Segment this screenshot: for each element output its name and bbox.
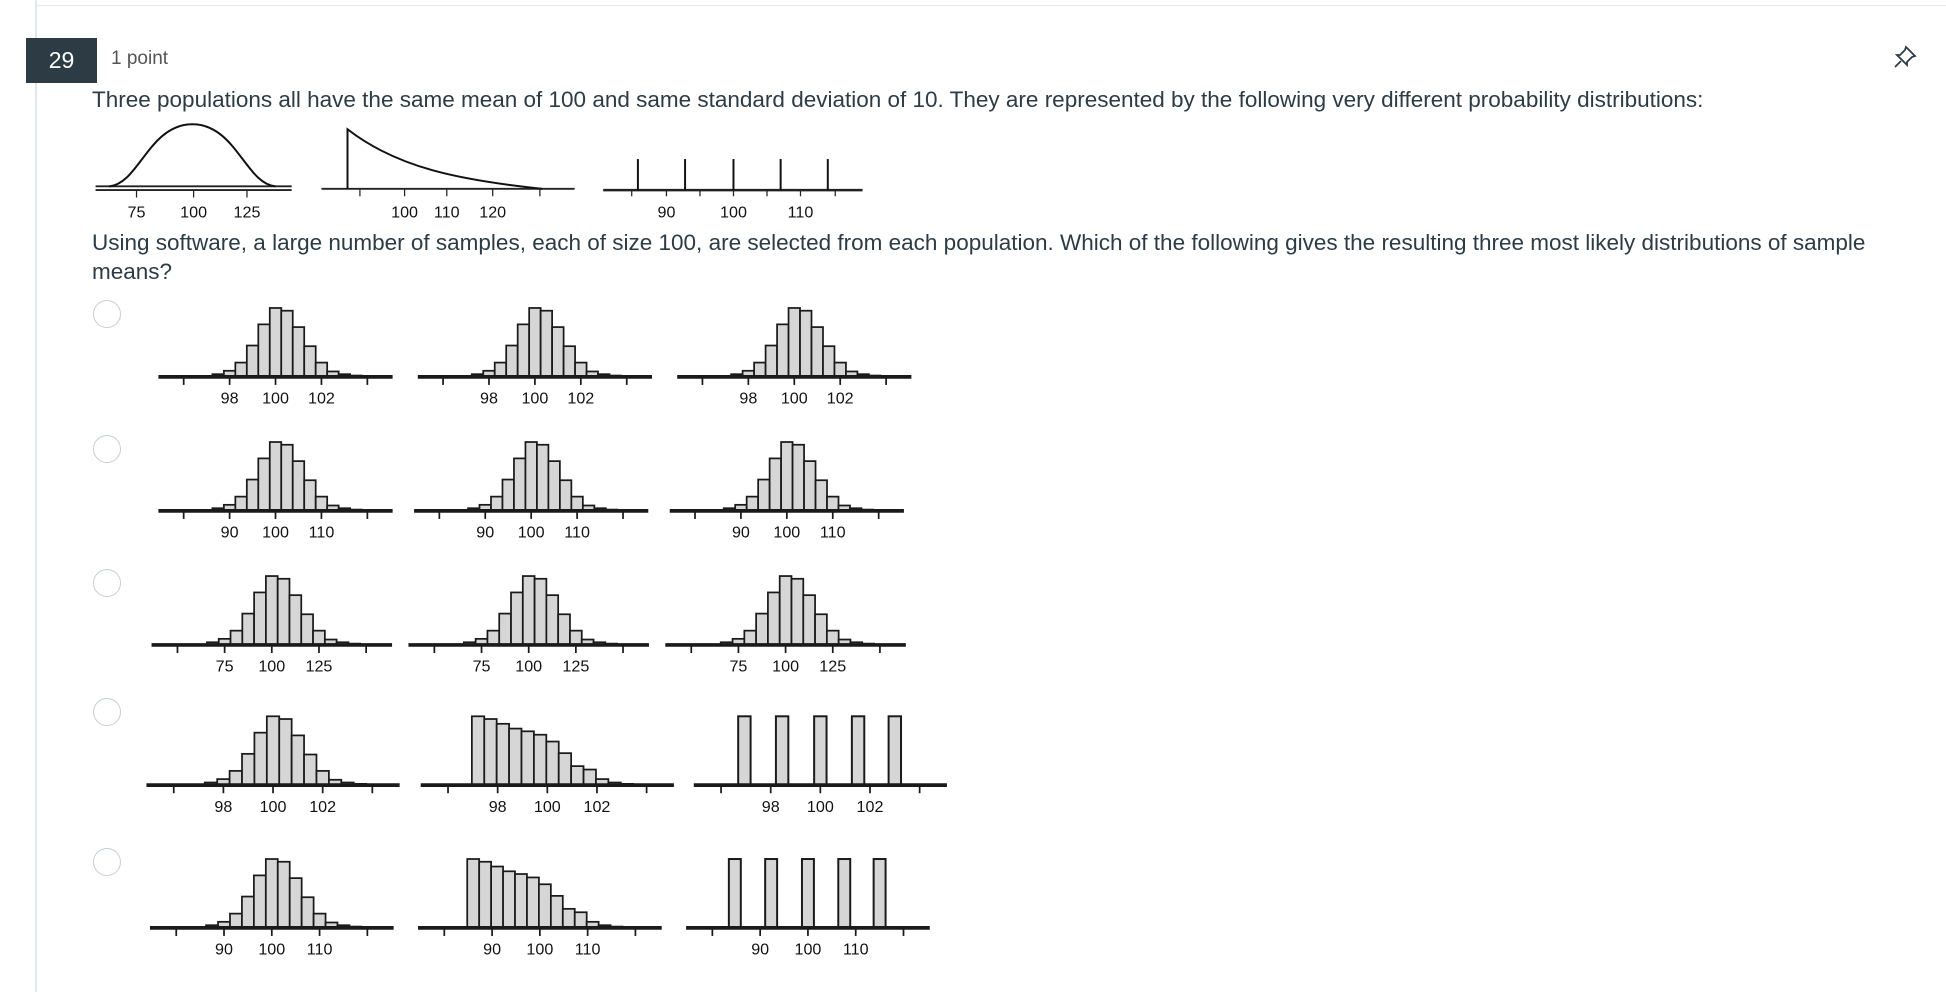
histogram-bar: [889, 716, 901, 784]
histogram-bar: [484, 719, 496, 785]
histogram-bar: [768, 592, 780, 644]
tick-label: 100: [259, 797, 287, 816]
tick-label: 100: [794, 940, 822, 959]
histogram-bar: [765, 859, 777, 927]
histogram-bar: [518, 324, 529, 376]
question-points: 1 point: [111, 48, 169, 69]
histogram-bar: [758, 480, 769, 511]
histogram-bar: [304, 480, 315, 510]
histogram-option-b-1: [158, 442, 392, 542]
tick-label: 125: [562, 657, 590, 676]
histogram-bar: [541, 311, 552, 377]
tick-label: 75: [127, 203, 146, 222]
tick-label: 90: [215, 940, 233, 959]
tick-label: 125: [305, 657, 333, 676]
tick-label: 98: [488, 797, 507, 816]
tick-label: 110: [574, 940, 601, 959]
histogram-bar: [278, 862, 290, 928]
tick-label: 98: [761, 797, 780, 816]
tick-label: 75: [729, 657, 748, 676]
histogram-option-c-1: [152, 576, 393, 676]
histogram-bar: [242, 754, 254, 785]
tick-label: 102: [583, 797, 611, 816]
tick-label: 90: [220, 523, 239, 542]
histogram-bar: [770, 458, 781, 510]
histogram-bar: [800, 311, 811, 377]
question-text-prompt: Using software, a large number of samples, each of size 100, are selected from each population. Which of the following gives the resulting three most likely distributions of sample means?: [92, 230, 1866, 284]
histogram-bar: [230, 771, 242, 785]
histogram-bar: [780, 576, 792, 644]
histogram-bar: [523, 576, 535, 644]
tick-label: 100: [258, 940, 286, 959]
histogram-bar: [570, 631, 582, 645]
histogram-bar: [293, 327, 304, 376]
skewed-curve: [348, 129, 543, 189]
question-number-badge: 29: [26, 38, 97, 83]
histogram-bar: [270, 308, 281, 376]
tick-label: 102: [307, 389, 335, 408]
histogram-option-a-2: [418, 308, 652, 408]
histogram-bar: [278, 579, 290, 645]
tick-label: 98: [739, 389, 758, 408]
histogram-bar: [754, 363, 765, 377]
histogram-bar: [802, 859, 814, 927]
histogram-bar: [777, 324, 788, 376]
tick-label: 98: [220, 389, 239, 408]
histogram-bar: [514, 458, 525, 510]
histogram-bar: [313, 631, 325, 645]
histogram-bar: [803, 595, 815, 644]
histogram-bar: [292, 735, 304, 784]
tick-label: 75: [472, 657, 491, 676]
tick-label: 100: [262, 389, 289, 408]
histogram-bar: [852, 716, 864, 784]
histogram-bar: [316, 771, 328, 785]
histogram-bar: [766, 346, 777, 377]
histogram-bar: [254, 592, 266, 644]
histogram-bar: [812, 327, 823, 376]
tick-label: 110: [433, 203, 460, 222]
tick-label: 110: [306, 940, 333, 959]
histogram-bar: [281, 445, 292, 511]
histogram-bar: [235, 363, 246, 377]
histogram-bar: [316, 363, 327, 377]
tick-label: 110: [787, 203, 814, 222]
histogram-option-e-3: [686, 859, 930, 959]
tick-label: 120: [479, 203, 507, 222]
histogram-option-d-1: [146, 716, 399, 816]
tick-label: 102: [826, 389, 854, 408]
histogram-bar: [258, 458, 269, 510]
histogram-bar: [304, 346, 315, 376]
histogram-option-a-3: [677, 308, 911, 408]
tick-label: 100: [720, 203, 747, 222]
histogram-option-b-2: [414, 442, 648, 542]
histogram-bar: [539, 884, 551, 927]
tick-label: 90: [731, 523, 750, 542]
histogram-bar: [793, 445, 804, 511]
histogram-bar: [548, 461, 559, 510]
histogram-bar: [515, 874, 527, 927]
histogram-bar: [509, 729, 521, 785]
histogram-bar: [789, 308, 800, 376]
histogram-bar: [827, 497, 838, 511]
histogram-bar: [563, 909, 575, 927]
histogram-bar: [491, 867, 503, 928]
histogram-bar: [293, 461, 304, 510]
histogram-bar: [804, 461, 815, 510]
histogram-bar: [527, 877, 539, 927]
histogram-bar: [254, 875, 266, 927]
histogram-bar: [791, 579, 803, 645]
tick-label: 90: [751, 940, 770, 959]
tick-label: 100: [533, 797, 561, 816]
histogram-bar: [511, 592, 523, 644]
tick-label: 100: [515, 657, 543, 676]
histogram-bar: [289, 595, 301, 644]
histogram-bar: [535, 579, 547, 645]
histogram-option-b-3: [670, 442, 904, 542]
histogram-bar: [230, 914, 242, 928]
tick-label: 110: [842, 940, 869, 959]
histogram-bar: [738, 716, 750, 784]
histogram-bar: [827, 631, 839, 645]
histogram-bar: [571, 497, 582, 511]
tick-label: 100: [391, 203, 419, 222]
histogram-bar: [472, 716, 484, 784]
histogram-option-e-2: [418, 859, 662, 959]
histogram-bar: [816, 480, 827, 510]
histogram-bar: [874, 859, 886, 927]
histogram-bar: [815, 614, 827, 644]
histogram-bar: [781, 442, 792, 510]
histogram-bar: [503, 871, 515, 927]
histogram-option-d-3: [694, 716, 947, 816]
tick-label: 102: [309, 797, 337, 816]
histogram-option-c-3: [665, 576, 906, 676]
histogram-bar: [254, 733, 266, 785]
histogram-bar: [258, 324, 269, 376]
population-normal: [96, 124, 292, 221]
tick-label: 110: [819, 523, 846, 542]
histogram-bar: [301, 614, 313, 644]
tick-label: 100: [780, 389, 808, 408]
tick-label: 75: [215, 657, 234, 676]
tick-label: 110: [564, 523, 590, 542]
histogram-option-c-2: [408, 576, 649, 676]
histogram-bar: [564, 346, 575, 376]
histogram-bar: [279, 719, 291, 785]
histogram-bar: [267, 716, 279, 784]
histogram-bar: [823, 346, 834, 376]
tick-label: 102: [856, 797, 884, 816]
histogram-bar: [537, 445, 548, 511]
histogram-option-a-1: [158, 308, 392, 408]
histogram-bar: [552, 327, 563, 376]
histogram-bar: [814, 716, 826, 784]
tick-label: 98: [480, 389, 498, 408]
tick-label: 100: [521, 389, 549, 408]
histogram-bar: [497, 724, 509, 785]
histogram-bar: [756, 614, 768, 645]
histogram-option-e-1: [150, 859, 394, 959]
tick-label: 102: [567, 389, 595, 408]
histogram-bar: [314, 914, 326, 928]
histogram-bar: [834, 363, 845, 377]
population-discrete: [603, 159, 862, 221]
histogram-bar: [521, 731, 533, 784]
histogram-bar: [559, 753, 571, 784]
histogram-bar: [558, 614, 570, 644]
histogram-bar: [744, 631, 756, 645]
histogram-bar: [302, 897, 314, 927]
histogram-bar: [502, 480, 513, 511]
tick-label: 110: [308, 523, 335, 542]
tick-label: 90: [476, 523, 495, 542]
tick-label: 100: [806, 797, 834, 816]
population-skewed: [321, 129, 574, 221]
histogram-bar: [316, 497, 327, 511]
tick-label: 100: [262, 523, 289, 542]
histogram-bar: [247, 480, 258, 511]
histogram-bar: [231, 631, 243, 645]
tick-label: 100: [526, 940, 554, 959]
tick-label: 100: [773, 523, 801, 542]
histogram-bar: [529, 308, 540, 376]
histogram-bar: [242, 897, 254, 928]
histogram-bar: [584, 770, 596, 785]
histogram-bar: [266, 576, 278, 644]
tick-label: 90: [483, 940, 502, 959]
tick-label: 100: [180, 203, 208, 222]
histogram-bar: [281, 311, 292, 377]
histogram-bar: [838, 859, 850, 927]
histogram-bar: [270, 442, 281, 510]
histogram-bar: [575, 912, 587, 927]
tick-label: 125: [233, 203, 261, 222]
tick-label: 100: [517, 523, 545, 542]
histogram-bar: [729, 859, 741, 927]
histogram-bar: [560, 480, 571, 510]
histogram-bar: [534, 735, 546, 785]
tick-label: 100: [772, 657, 800, 676]
histogram-bar: [776, 716, 788, 784]
histogram-bar: [546, 595, 558, 644]
normal-curve: [109, 124, 275, 186]
histogram-option-d-2: [421, 716, 674, 816]
histogram-bar: [495, 363, 506, 377]
histogram-bar: [242, 614, 254, 645]
histogram-bar: [487, 631, 499, 645]
histogram-bar: [304, 755, 316, 785]
histogram-bar: [546, 742, 558, 785]
histogram-bar: [747, 497, 758, 511]
tick-label: 125: [819, 657, 847, 676]
histogram-bar: [467, 859, 479, 927]
histogram-bar: [235, 497, 246, 511]
histogram-bar: [491, 497, 502, 511]
histogram-bar: [247, 346, 258, 377]
tick-label: 90: [657, 203, 676, 222]
histogram-bar: [571, 766, 583, 784]
question-text-intro: Three populations all have the same mean of 100 and same standard deviation of 10. They are represented by the following very different probability distributions:: [92, 87, 1704, 112]
histogram-bar: [575, 363, 586, 377]
tick-label: 98: [214, 797, 233, 816]
histogram-bar: [499, 614, 511, 645]
histogram-bar: [506, 346, 517, 377]
histogram-bar: [525, 442, 536, 510]
histogram-bar: [266, 859, 278, 927]
histogram-bar: [551, 896, 563, 927]
histogram-bar: [290, 878, 302, 927]
histogram-bar: [479, 862, 491, 928]
tick-label: 100: [258, 657, 286, 676]
